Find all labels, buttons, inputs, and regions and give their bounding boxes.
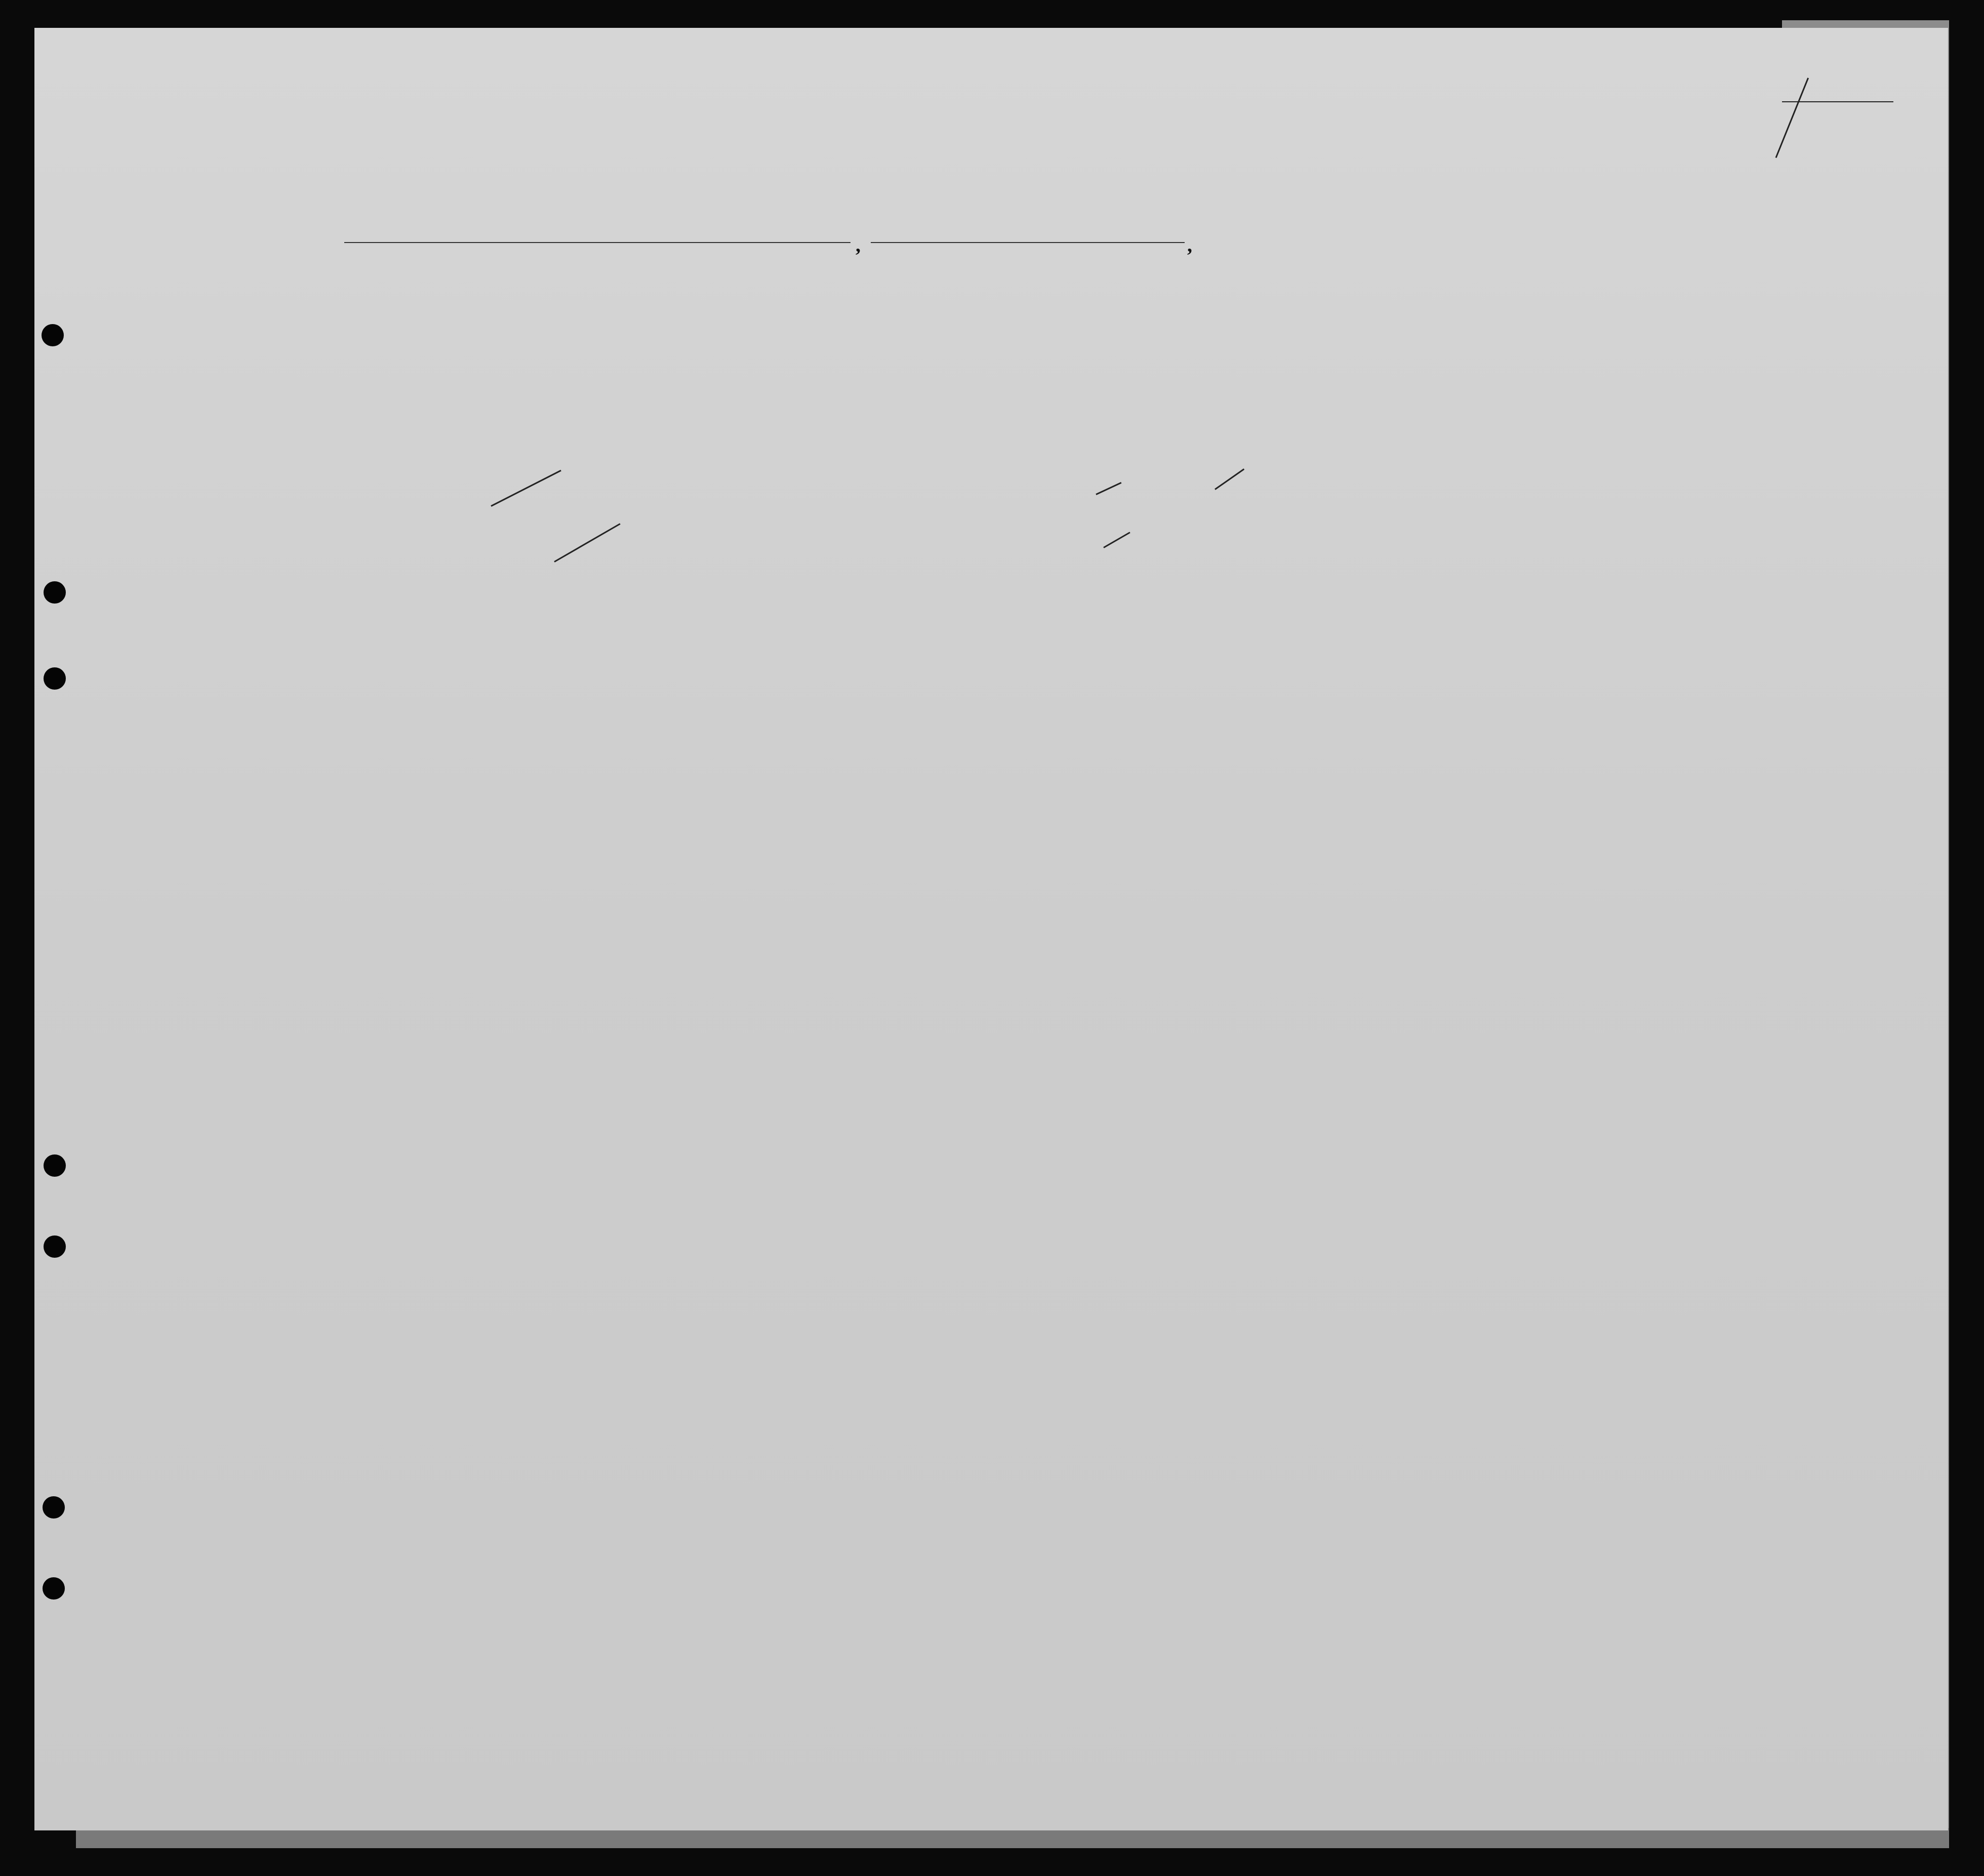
binder-hole	[44, 1154, 66, 1177]
manifest-sheet	[34, 28, 1948, 1830]
port-underline	[344, 242, 851, 243]
binder-hole	[43, 1577, 65, 1600]
binder-hole	[44, 581, 66, 604]
date-underline	[871, 242, 1185, 243]
binder-hole	[43, 1496, 65, 1519]
sheet-edge-bottom	[76, 1828, 1949, 1848]
comma: ,	[856, 233, 861, 256]
binder-hole	[44, 667, 66, 690]
comma: ,	[1187, 233, 1192, 256]
binder-hole	[44, 1235, 66, 1258]
binder-hole	[42, 324, 64, 346]
